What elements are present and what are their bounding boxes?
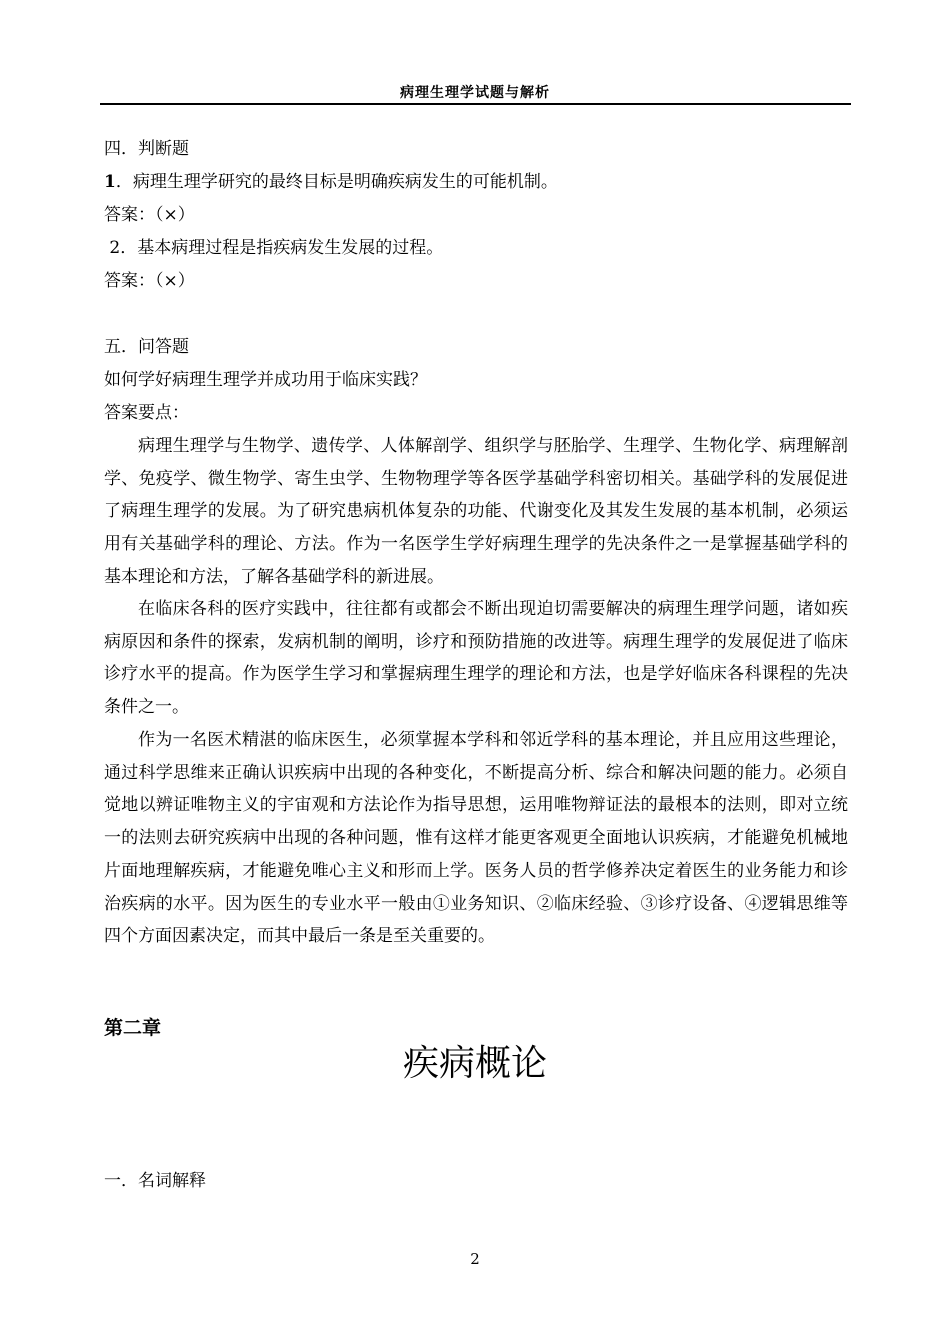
essay-question: 如何学好病理生理学并成功用于临床实践？	[104, 370, 427, 390]
page-number: 2	[470, 1250, 480, 1268]
answer-2: 答案：（×）	[104, 271, 195, 291]
running-header-title: 病理生理学试题与解析	[400, 85, 550, 101]
header-divider	[100, 103, 851, 105]
answer-paragraph-1: 病理生理学与生物学、遗传学、人体解剖学、组织学与胚胎学、生理学、生物化学、病理解剖学、免疫学、微生物学、寄生虫学、生物物理学等各医学基础学科密切相关。基础学科的发展促进了病理生理学的发展。为了研究患病机体复杂的功能、代谢变化及其发生发展的基本机制，必须运用有关基础学科的理论、方法。作为一名医学生学好病理生理学的先决条件之一是掌握基础学科的基本理论和方法，了解各基础学科的新进展。	[104, 436, 848, 587]
answer-1: 答案：（×）	[104, 205, 195, 225]
question-1-text: ．病理生理学研究的最终目标是明确疾病发生的可能机制。	[115, 172, 558, 192]
section-heading-true-false: 四．判断题	[104, 139, 189, 159]
chapter-label: 第二章	[104, 1017, 162, 1039]
question-1-number: 1	[104, 172, 116, 192]
answer-paragraph-3: 作为一名医术精湛的临床医生，必须掌握本学科和邻近学科的基本理论，并且应用这些理论，通过科学思维来正确认识疾病中出现的各种变化，不断提高分析、综合和解决问题的能力。必须自觉地以辨证唯物主义的宇宙观和方法论作为指导思想，运用唯物辩证法的最根本的法则，即对立统一的法则去研究疾病中出现的各种问题，惟有这样才能更客观更全面地认识疾病，才能避免机械地片面地理解疾病，才能避免唯心主义和形而上学。医务人员的哲学修养决定着医生的业务能力和诊治疾病的水平。因为医生的专业水平一般由①业务知识、②临床经验、③诊疗设备、④逻辑思维等四个方面因素决定，而其中最后一条是至关重要的。	[104, 730, 848, 947]
question-2: 2．基本病理过程是指疾病发生发展的过程。	[104, 238, 444, 258]
question-1	[104, 171, 558, 193]
section-heading-essay: 五．问答题	[104, 337, 189, 357]
answer-paragraph-2: 在临床各科的医疗实践中，往往都有或都会不断出现迫切需要解决的病理生理学问题，诸如疾病原因和条件的探索，发病机制的阐明，诊疗和预防措施的改进等。病理生理学的发展促进了临床诊疗水平的提高。作为医学生学习和掌握病理生理学的理论和方法，也是学好临床各科课程的先决条件之一。	[104, 599, 848, 718]
chapter-title: 疾病概论	[402, 1043, 547, 1084]
answer-points-label: 答案要点：	[104, 403, 189, 423]
section-heading-terms: 一．名词解释	[104, 1171, 206, 1191]
